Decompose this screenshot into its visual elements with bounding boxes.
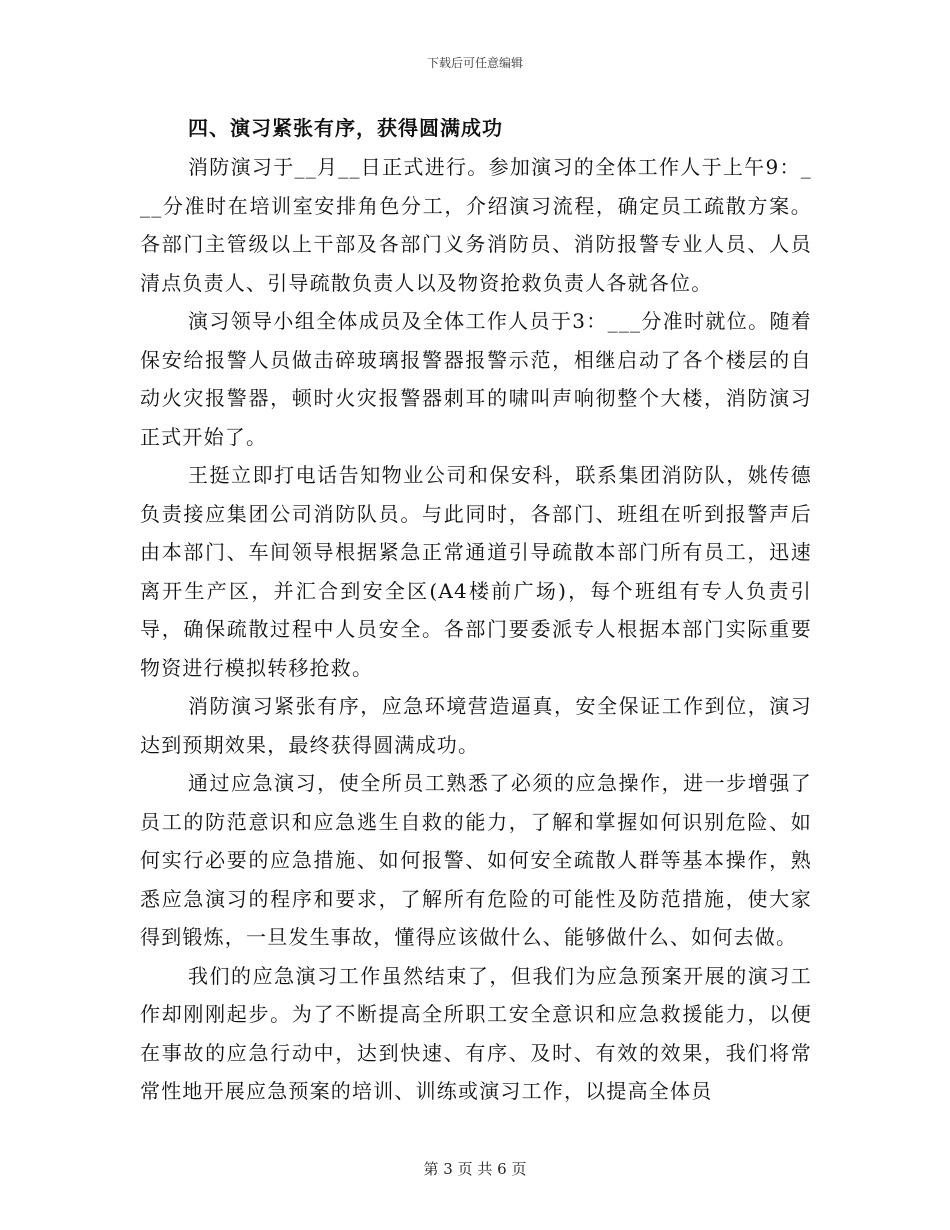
- paragraph-4: 消防演习紧张有序，应急环境营造逼真，安全保证工作到位，演习达到预期效果，最终获得圆满成功。: [140, 694, 812, 757]
- section-title: 四、演习紧张有序，获得圆满成功: [188, 116, 503, 140]
- paragraph-6: 我们的应急演习工作虽然结束了，但我们为应急预案开展的演习工作却刚刚起步。为了不断提高全所职工安全意识和应急救援能力，以便在事故的应急行动中，达到快速、有序、及时、有效的效果，我们将常常性地开展应急预案的培训、训练或演习工作，以提高全体员: [140, 963, 812, 1103]
- paragraph-2: 演习领导小组全体成员及全体工作人员于3：___分准时就位。随着保安给报警人员做击碎玻璃报警器报警示范，相继启动了各个楼层的自动火灾报警器，顿时火灾报警器刺耳的啸叫声响彻整个大楼，消防演习正式开始了。: [140, 309, 812, 449]
- paragraph-3: 王挺立即打电话告知物业公司和保安科，联系集团消防队，姚传德负责接应集团公司消防队员。与此同时，各部门、班组在听到报警声后由本部门、车间领导根据紧急正常通道引导疏散本部门所有员工，迅速离开生产区，并汇合到安全区(A4楼前广场)，每个班组有专人负责引导，确保疏散过程中人员安全。各部门要委派专人根据本部门实际重要物资进行模拟转移抢救。: [140, 463, 812, 680]
- page-number: 第 3 页 共 6 页: [423, 1160, 527, 1178]
- paragraph-5: 通过应急演习，使全所员工熟悉了必须的应急操作，进一步增强了员工的防范意识和应急逃生自救的能力，了解和掌握如何识别危险、如何实行必要的应急措施、如何报警、如何安全疏散人群等基本操作，熟悉应急演习的程序和要求，了解所有危险的可能性及防范措施，使大家得到锻炼，一旦发生事故，懂得应该做什么、能够做什么、如何去做。: [140, 771, 812, 949]
- page-header-note: 下载后可任意编辑: [426, 56, 523, 70]
- paragraph-1: 消防演习于__月__日正式进行。参加演习的全体工作人于上午9：___分准时在培训室安排角色分工，介绍演习流程，确定员工疏散方案。各部门主管级以上干部及各部门义务消防员、消防报警专业人员、人员清点负责人、引导疏散负责人以及物资抢救负责人各就各位。: [140, 155, 812, 295]
- document-body: [140, 108, 812, 1111]
